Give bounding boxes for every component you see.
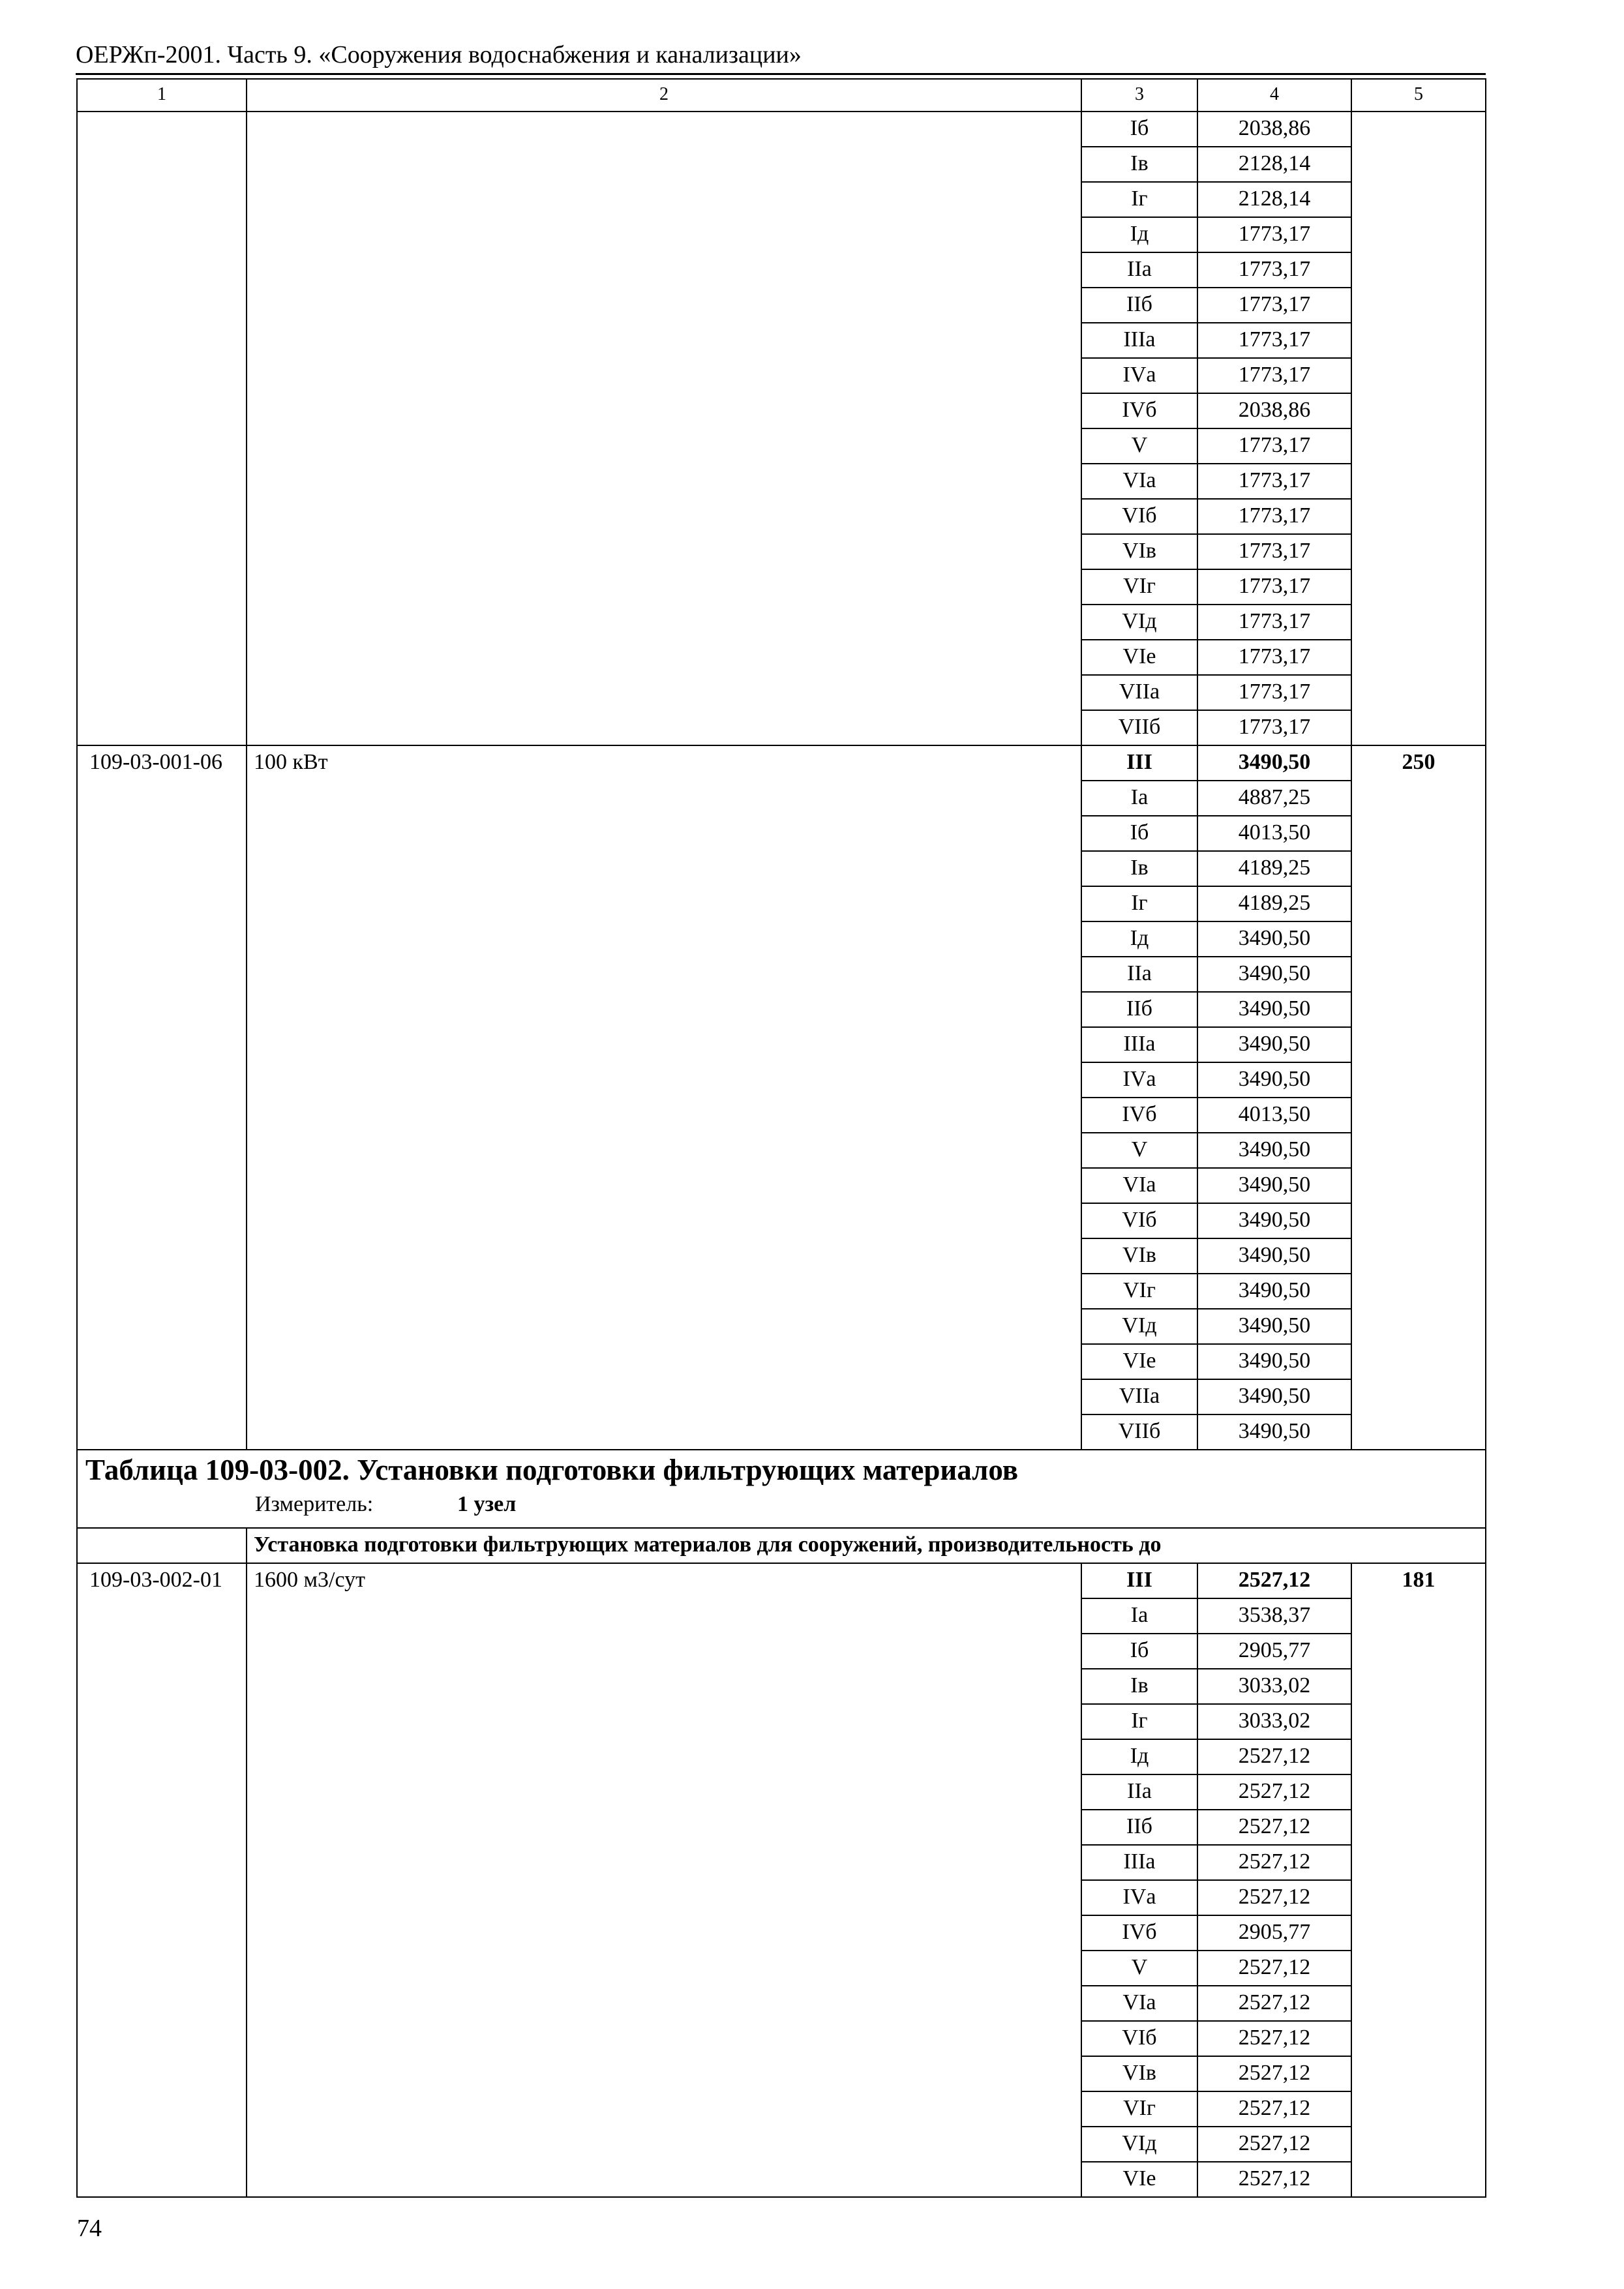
region-code: VIе <box>1081 2162 1197 2197</box>
region-code: VIд <box>1081 1309 1197 1344</box>
region-code: VIд <box>1081 2127 1197 2162</box>
region-code: Iв <box>1081 147 1197 182</box>
region-code: VIIб <box>1081 710 1197 745</box>
rate-value: 3490,50 <box>1197 957 1351 992</box>
rates-table <box>76 78 1486 2198</box>
column-number-row <box>77 79 1486 112</box>
rate-value: 3490,50 <box>1197 1379 1351 1414</box>
region-code: III <box>1081 745 1197 781</box>
region-code: IIб <box>1081 992 1197 1027</box>
extra-value: 250 <box>1351 745 1486 1450</box>
region-code: VIб <box>1081 2021 1197 2056</box>
extra-value <box>1351 112 1486 745</box>
rate-row <box>77 112 1486 147</box>
column-number: 1 <box>77 79 247 112</box>
extra-value: 181 <box>1351 1563 1486 2197</box>
subheading-blank <box>77 1528 247 1563</box>
region-code: Iв <box>1081 1669 1197 1704</box>
region-code: IIб <box>1081 288 1197 323</box>
rate-row <box>77 745 1486 781</box>
region-code: VIд <box>1081 605 1197 640</box>
region-code: III <box>1081 1563 1197 1598</box>
rate-value: 1773,17 <box>1197 217 1351 252</box>
rate-value: 1773,17 <box>1197 675 1351 710</box>
column-number: 5 <box>1351 79 1486 112</box>
region-code: VIIа <box>1081 1379 1197 1414</box>
rate-value: 2128,14 <box>1197 147 1351 182</box>
page-number: 74 <box>77 2215 102 2242</box>
meter-label: Измеритель: <box>255 1492 374 1516</box>
item-name: 1600 м3/сут <box>247 1563 1081 2197</box>
rate-value: 2527,12 <box>1197 2091 1351 2127</box>
region-code: Iд <box>1081 921 1197 957</box>
region-code: IVб <box>1081 1915 1197 1951</box>
rate-value: 1773,17 <box>1197 710 1351 745</box>
rate-value: 2527,12 <box>1197 1880 1351 1915</box>
region-code: IIа <box>1081 957 1197 992</box>
subheading-row <box>77 1528 1486 1563</box>
region-code: VIг <box>1081 2091 1197 2127</box>
region-code: Iг <box>1081 182 1197 217</box>
region-code: Iг <box>1081 886 1197 921</box>
rate-value: 2527,12 <box>1197 1986 1351 2021</box>
rate-value: 3490,50 <box>1197 1062 1351 1098</box>
region-code: VIе <box>1081 640 1197 675</box>
rate-value: 3490,50 <box>1197 1133 1351 1168</box>
rate-value: 4013,50 <box>1197 816 1351 851</box>
rate-value: 4013,50 <box>1197 1098 1351 1133</box>
region-code: IVа <box>1081 358 1197 393</box>
subheading-text: Установка подготовки фильтрующих материалов для сооружений, производительность до <box>247 1528 1486 1563</box>
rate-value: 4887,25 <box>1197 781 1351 816</box>
region-code: IIа <box>1081 252 1197 288</box>
rate-value: 3490,50 <box>1197 921 1351 957</box>
region-code: Iв <box>1081 851 1197 886</box>
region-code: IIа <box>1081 1774 1197 1810</box>
rate-value: 2527,12 <box>1197 2021 1351 2056</box>
header-rule <box>76 73 1486 75</box>
region-code: Iа <box>1081 1598 1197 1634</box>
region-code: V <box>1081 1133 1197 1168</box>
rate-value: 2527,12 <box>1197 2162 1351 2197</box>
rate-value: 2527,12 <box>1197 2056 1351 2091</box>
region-code: VIIа <box>1081 675 1197 710</box>
meter-value: 1 узел <box>457 1492 517 1516</box>
rate-value: 4189,25 <box>1197 886 1351 921</box>
rate-value: 2527,12 <box>1197 2127 1351 2162</box>
column-number: 3 <box>1081 79 1197 112</box>
rate-value: 1773,17 <box>1197 358 1351 393</box>
rate-value: 3490,50 <box>1197 1168 1351 1203</box>
rate-value: 3490,50 <box>1197 745 1351 781</box>
rate-value: 3538,37 <box>1197 1598 1351 1634</box>
region-code: VIIб <box>1081 1414 1197 1450</box>
rate-value: 2038,86 <box>1197 112 1351 147</box>
rate-value: 2905,77 <box>1197 1915 1351 1951</box>
region-code: VIг <box>1081 1274 1197 1309</box>
region-code: Iд <box>1081 217 1197 252</box>
item-code: 109-03-002-01 <box>77 1563 247 2197</box>
rate-value: 2527,12 <box>1197 1810 1351 1845</box>
region-code: VIа <box>1081 1986 1197 2021</box>
region-code: IVб <box>1081 393 1197 428</box>
column-number: 4 <box>1197 79 1351 112</box>
rate-value: 2527,12 <box>1197 1845 1351 1880</box>
rate-value: 3490,50 <box>1197 1309 1351 1344</box>
region-code: VIг <box>1081 569 1197 605</box>
region-code: IIIа <box>1081 1845 1197 1880</box>
meter-line <box>78 1488 1485 1521</box>
item-code <box>77 112 247 745</box>
rate-value: 1773,17 <box>1197 569 1351 605</box>
rate-value: 3033,02 <box>1197 1704 1351 1739</box>
table-heading-cell <box>77 1450 1486 1528</box>
region-code: Iб <box>1081 112 1197 147</box>
item-name <box>247 112 1081 745</box>
rate-value: 2527,12 <box>1197 1951 1351 1986</box>
rate-value: 2905,77 <box>1197 1634 1351 1669</box>
region-code: VIв <box>1081 2056 1197 2091</box>
item-code: 109-03-001-06 <box>77 745 247 1450</box>
rate-value: 1773,17 <box>1197 252 1351 288</box>
region-code: VIб <box>1081 499 1197 534</box>
table-heading-row <box>77 1450 1486 1528</box>
region-code: IVа <box>1081 1062 1197 1098</box>
region-code: IIIа <box>1081 1027 1197 1062</box>
region-code: V <box>1081 1951 1197 1986</box>
rate-value: 3490,50 <box>1197 1274 1351 1309</box>
region-code: VIв <box>1081 534 1197 569</box>
region-code: IVа <box>1081 1880 1197 1915</box>
item-name: 100 кВт <box>247 745 1081 1450</box>
rate-value: 1773,17 <box>1197 288 1351 323</box>
rate-value: 3490,50 <box>1197 1238 1351 1274</box>
region-code: VIе <box>1081 1344 1197 1379</box>
rate-value: 1773,17 <box>1197 464 1351 499</box>
rate-value: 3490,50 <box>1197 992 1351 1027</box>
region-code: Iг <box>1081 1704 1197 1739</box>
rate-value: 1773,17 <box>1197 640 1351 675</box>
region-code: Iа <box>1081 781 1197 816</box>
rate-value: 1773,17 <box>1197 323 1351 358</box>
rate-value: 2128,14 <box>1197 182 1351 217</box>
column-number: 2 <box>247 79 1081 112</box>
page-header-title: ОЕРЖп-2001. Часть 9. «Сооружения водоснабжения и канализации» <box>76 41 802 68</box>
rate-value: 3033,02 <box>1197 1669 1351 1704</box>
rate-value: 2038,86 <box>1197 393 1351 428</box>
rate-value: 1773,17 <box>1197 499 1351 534</box>
region-code: IIб <box>1081 1810 1197 1845</box>
region-code: VIв <box>1081 1238 1197 1274</box>
rate-value: 2527,12 <box>1197 1774 1351 1810</box>
region-code: Iб <box>1081 816 1197 851</box>
rate-value: 1773,17 <box>1197 534 1351 569</box>
region-code: V <box>1081 428 1197 464</box>
rate-row <box>77 1563 1486 1598</box>
region-code: VIб <box>1081 1203 1197 1238</box>
rate-value: 2527,12 <box>1197 1739 1351 1774</box>
rate-value: 1773,17 <box>1197 605 1351 640</box>
rate-value: 3490,50 <box>1197 1203 1351 1238</box>
rate-value: 2527,12 <box>1197 1563 1351 1598</box>
rate-value: 3490,50 <box>1197 1027 1351 1062</box>
rate-value: 4189,25 <box>1197 851 1351 886</box>
rate-value: 3490,50 <box>1197 1344 1351 1379</box>
region-code: Iб <box>1081 1634 1197 1669</box>
region-code: VIа <box>1081 464 1197 499</box>
rate-value: 1773,17 <box>1197 428 1351 464</box>
rate-value: 3490,50 <box>1197 1414 1351 1450</box>
region-code: IIIа <box>1081 323 1197 358</box>
table-title: Таблица 109-03-002. Установки подготовки фильтрующих материалов <box>85 1454 1019 1486</box>
region-code: Iд <box>1081 1739 1197 1774</box>
region-code: VIа <box>1081 1168 1197 1203</box>
region-code: IVб <box>1081 1098 1197 1133</box>
